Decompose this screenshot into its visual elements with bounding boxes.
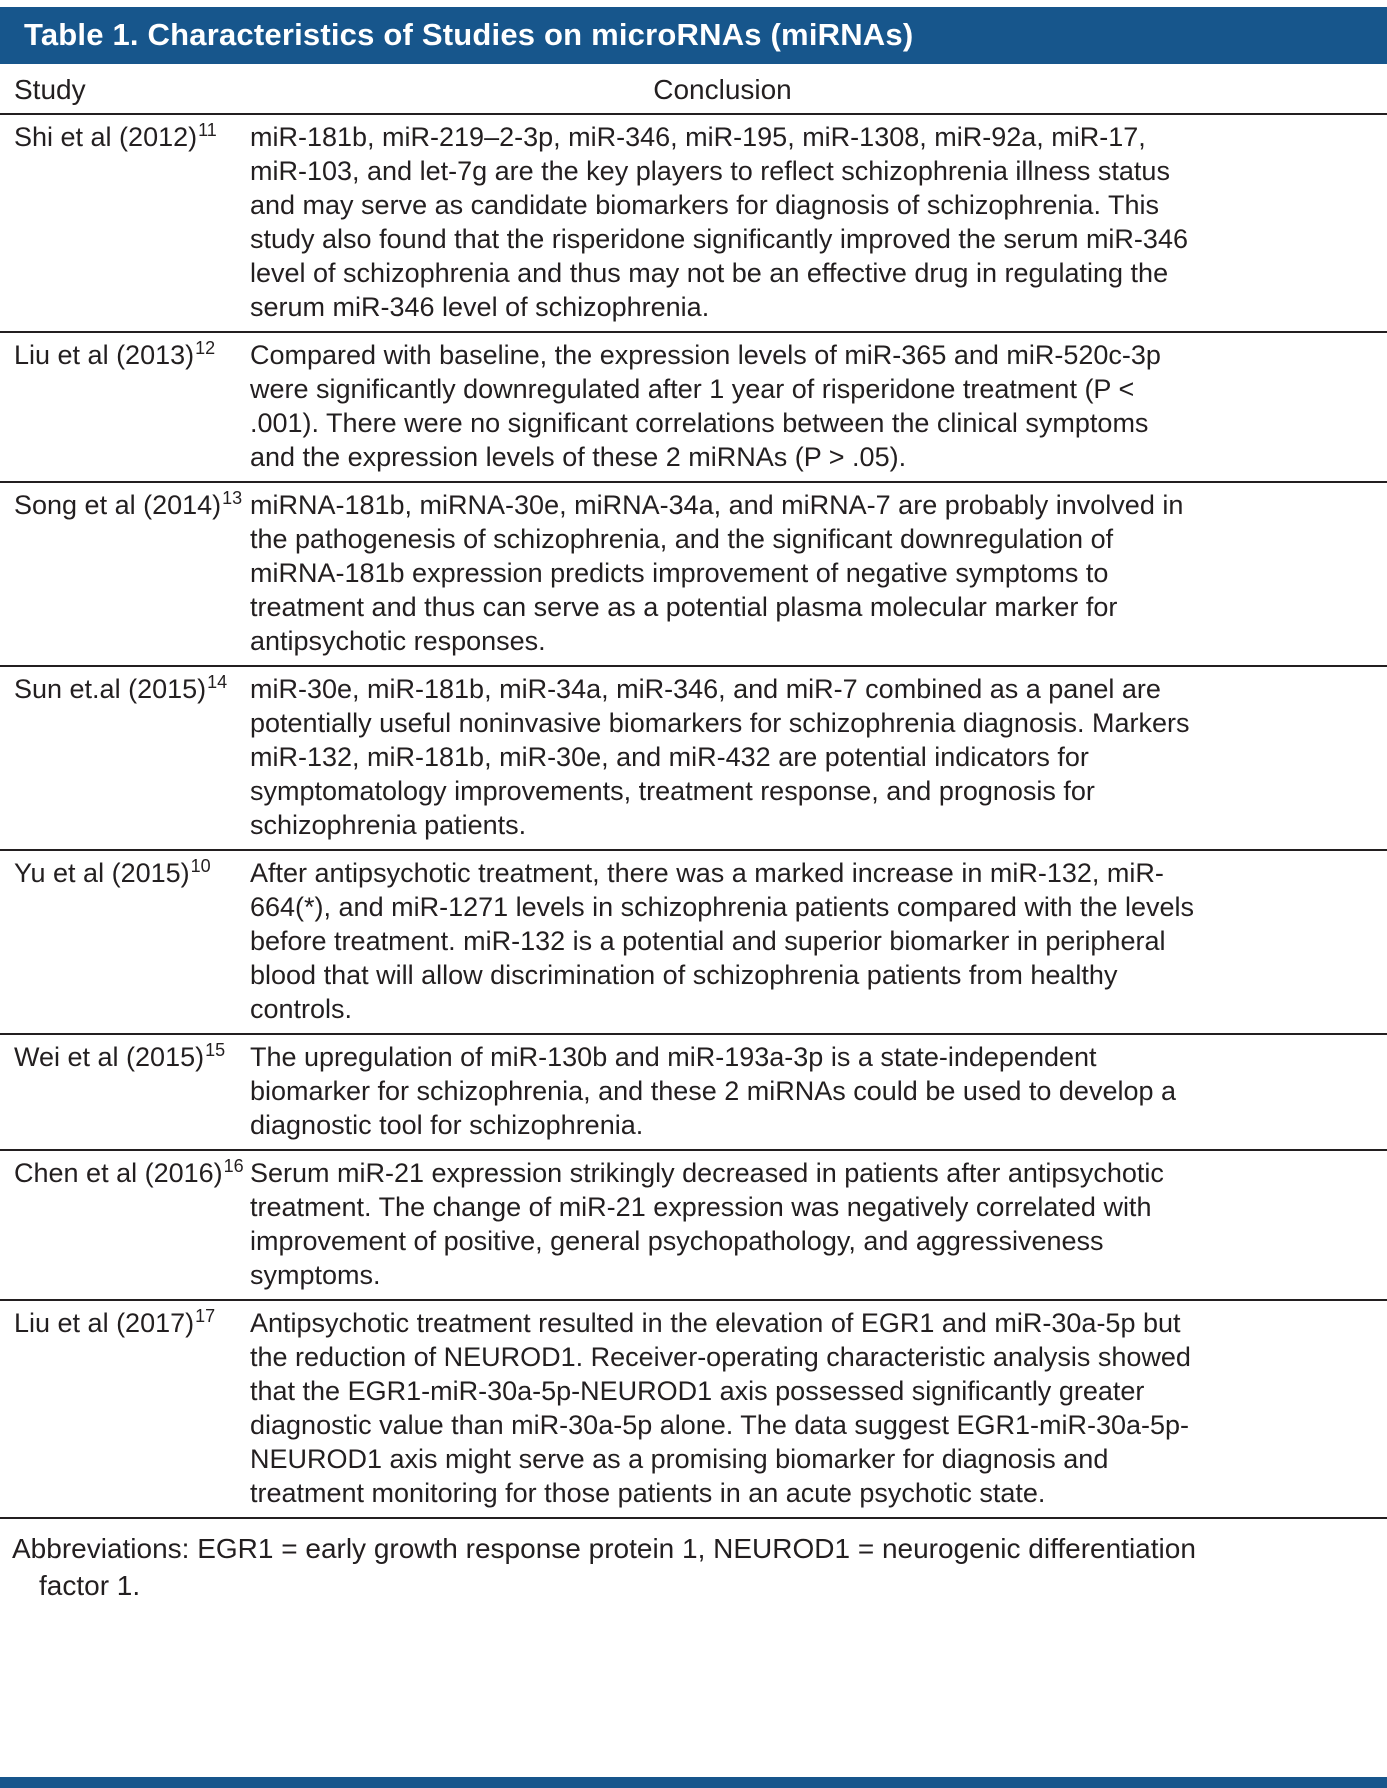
- table-row: [0, 1035, 1387, 1151]
- study-name: Shi et al (2012): [14, 122, 198, 152]
- study-cell: [0, 120, 250, 324]
- study-cell: [0, 856, 250, 1026]
- conclusion-cell: miR-181b, miR-219–2-3p, miR-346, miR-195, miR-1308, miR-92a, miR-17, miR-103, and let-7g are the key players to reflect schizophrenia illness status and may serve as candidate biomarkers for diagnosis of schizophrenia. This study also found that the risperidone significantly improved the serum miR-346 level of schizophrenia and thus may not be an effective drug in regulating the serum miR-346 level of schizophrenia.: [250, 122, 1188, 322]
- table-row: [0, 333, 1387, 483]
- study-cell: [0, 1040, 250, 1142]
- conclusion-cell: miRNA-181b, miRNA-30e, miRNA-34a, and miRNA-7 are probably involved in the pathogenesis of schizophrenia, and the significant downregulation of miRNA-181b expression predicts improvement of negative symptoms to treatment and thus can serve as a potential plasma molecular marker for antipsychotic responses.: [250, 490, 1184, 656]
- reference-superscript: 15: [205, 1040, 226, 1060]
- study-name: Liu et al (2013): [14, 340, 195, 370]
- study-name: Liu et al (2017): [14, 1308, 195, 1338]
- study-name: Wei et al (2015): [14, 1042, 205, 1072]
- study-cell: [0, 488, 250, 658]
- study-cell: [0, 1306, 250, 1510]
- reference-superscript: 14: [207, 672, 228, 692]
- bottom-rule-bar: [0, 1777, 1387, 1788]
- study-cell: [0, 672, 250, 842]
- reference-superscript: 12: [195, 338, 216, 358]
- column-header-conclusion: Conclusion: [653, 74, 792, 105]
- conclusion-cell: The upregulation of miR-130b and miR-193a-3p is a state-independent biomarker for schizophrenia, and these 2 miRNAs could be used to develop a diagnostic tool for schizophrenia.: [250, 1042, 1177, 1140]
- conclusion-cell: Compared with baseline, the expression levels of miR-365 and miR-520c-3p were significantly downregulated after 1 year of risperidone treatment (P < .001). There were no significant correlations between the clinical symptoms and the expression levels of these 2 miRNAs (P > .05).: [250, 340, 1161, 472]
- table-row: [0, 1301, 1387, 1519]
- reference-superscript: 17: [195, 1306, 216, 1326]
- conclusion-cell: Antipsychotic treatment resulted in the elevation of EGR1 and miR-30a-5p but the reduction of NEUROD1. Receiver-operating characteristic analysis showed that the EGR1-miR-30a-5p-NEUROD1 axis possessed significantly greater diagnostic value than miR-30a-5p alone. The data suggest EGR1-miR-30a-5p-NEUROD1 axis might serve as a promising biomarker for diagnosis and treatment monitoring for those patients in an acute psychotic state.: [250, 1308, 1191, 1508]
- table-row: [0, 851, 1387, 1035]
- abbreviations-footnote: Abbreviations: EGR1 = early growth response protein 1, NEUROD1 = neurogenic differentiation factor 1.: [12, 1533, 1196, 1601]
- study-name: Sun et.al (2015): [14, 674, 207, 704]
- study-cell: [0, 1156, 250, 1292]
- table-row: [0, 483, 1387, 667]
- table-row: [0, 115, 1387, 333]
- column-header-study: Study: [14, 74, 86, 105]
- table-title: Table 1. Characteristics of Studies on microRNAs (miRNAs): [0, 7, 1387, 64]
- table-row: [0, 1151, 1387, 1301]
- study-cell: [0, 338, 250, 474]
- study-name: Chen et al (2016): [14, 1158, 223, 1188]
- table-header-row: [0, 64, 1387, 115]
- study-name: Yu et al (2015): [14, 858, 190, 888]
- reference-superscript: 11: [198, 120, 217, 140]
- conclusion-cell: Serum miR-21 expression strikingly decreased in patients after antipsychotic treatment. The change of miR-21 expression was negatively correlated with improvement of positive, general psychopathology, and aggressiveness symptoms.: [250, 1158, 1164, 1290]
- study-name: Song et al (2014): [14, 490, 222, 520]
- conclusion-cell: After antipsychotic treatment, there was a marked increase in miR-132, miR-664(*), and miR-1271 levels in schizophrenia patients compared with the levels before treatment. miR-132 is a potential and superior biomarker in peripheral blood that will allow discrimination of schizophrenia patients from healthy controls.: [250, 858, 1194, 1024]
- table-row: [0, 667, 1387, 851]
- reference-superscript: 13: [222, 488, 243, 508]
- reference-superscript: 10: [190, 856, 211, 876]
- conclusion-cell: miR-30e, miR-181b, miR-34a, miR-346, and miR-7 combined as a panel are potentially useful noninvasive biomarkers for schizophrenia diagnosis. Markers miR-132, miR-181b, miR-30e, and miR-432 are potential indicators for symptomatology improvements, treatment response, and prognosis for schizophrenia patients.: [250, 674, 1190, 840]
- reference-superscript: 16: [223, 1156, 244, 1176]
